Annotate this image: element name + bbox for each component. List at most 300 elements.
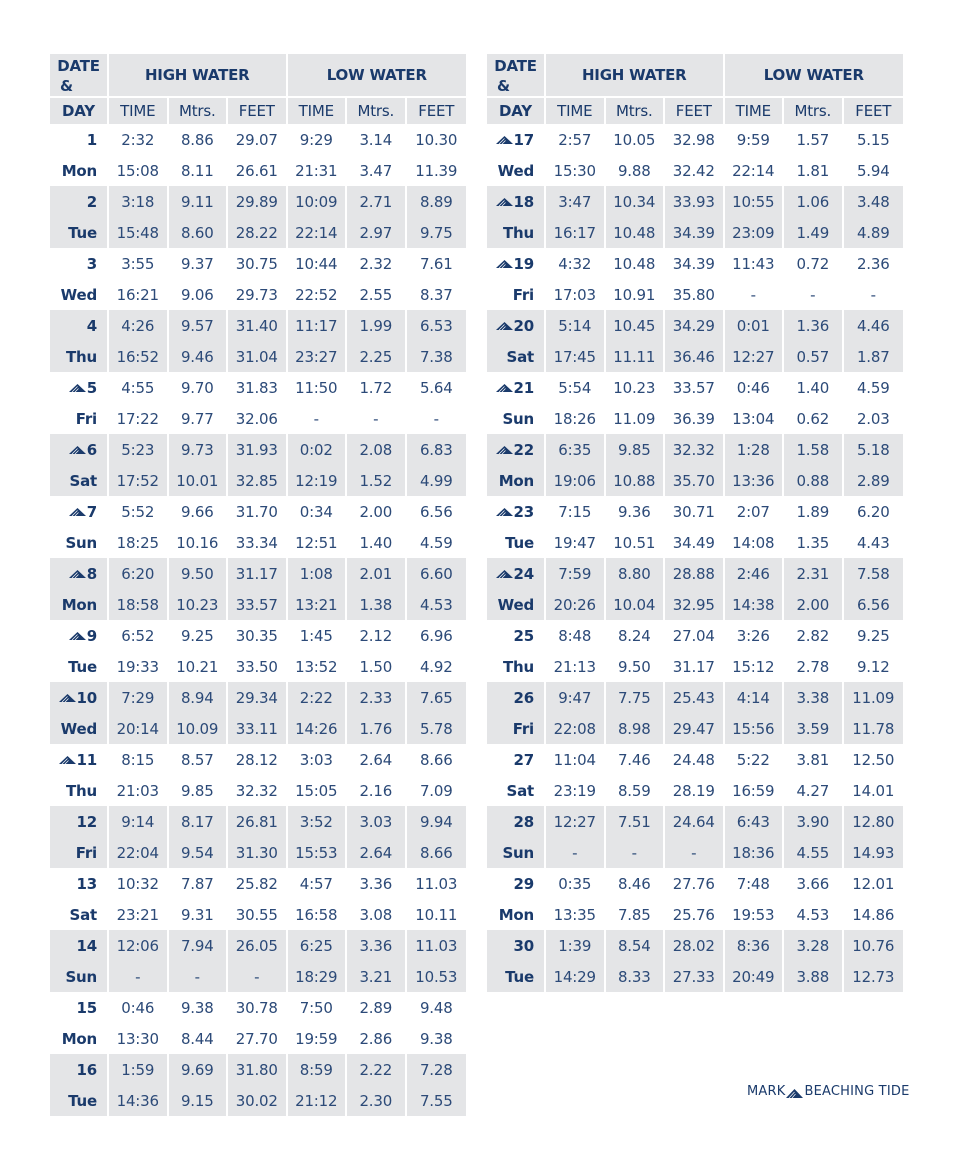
table-body-right — [487, 124, 903, 992]
date-number-cell — [487, 558, 546, 589]
hw-feet-cell: 24.64 — [665, 806, 725, 837]
lw-mtrs-cell: 1.38 — [347, 589, 407, 620]
hw-time-cell: 3:55 — [109, 248, 169, 279]
date-day-header — [487, 54, 546, 96]
lw-feet-cell: 11.78 — [852, 719, 895, 738]
lw-time-cell: 16:59 — [725, 775, 785, 806]
lw-feet-cell: 11.39 — [415, 161, 458, 180]
date-number: 18 — [513, 192, 534, 211]
date-day-header — [50, 54, 109, 96]
lw-feet-cell: 12.73 — [852, 967, 895, 986]
lw-mtrs-cell: 1.52 — [347, 465, 407, 496]
lw-feet-cell: 9.48 — [419, 998, 453, 1017]
hw-feet-cell: 27.70 — [228, 1023, 288, 1054]
table-row-second-tide — [50, 341, 466, 372]
lw-mtrs-cell: 3.08 — [347, 899, 407, 930]
lw-feet-cell: 4.59 — [419, 533, 453, 552]
lw-mtrs-cell: 4.55 — [784, 837, 844, 868]
hw-feet-cell: 30.75 — [228, 248, 288, 279]
lw-mtrs-cell: 1.06 — [784, 186, 844, 217]
hw-time-cell: 8:48 — [546, 620, 606, 651]
date-header-label: DATE — [494, 57, 537, 75]
hw-mtrs-cell: 9.50 — [606, 651, 666, 682]
tide-table-right — [487, 54, 903, 992]
header-row-groups — [50, 54, 466, 96]
lw-time-cell: 23:27 — [288, 341, 348, 372]
date-number-cell — [487, 806, 546, 837]
lw-time-cell: - — [725, 279, 785, 310]
hw-feet-cell: 26.61 — [228, 155, 288, 186]
lw-mtrs-cell: 0.72 — [784, 248, 844, 279]
lw-time-header: TIME — [725, 98, 785, 124]
lw-time-cell: 15:53 — [288, 837, 348, 868]
hw-feet-cell: 28.02 — [665, 930, 725, 961]
lw-mtrs-cell: - — [347, 403, 407, 434]
beaching-tide-marker-icon — [69, 508, 86, 516]
lw-mtrs-cell: 1.89 — [784, 496, 844, 527]
hw-feet-cell: 36.46 — [665, 341, 725, 372]
lw-feet-cell: 9.75 — [419, 223, 453, 242]
lw-time-cell: 15:56 — [725, 713, 785, 744]
table-row-second-tide — [50, 1023, 466, 1054]
date-number: 5 — [86, 378, 97, 397]
lw-time-cell: 3:03 — [288, 744, 348, 775]
beaching-tide-marker-icon — [59, 756, 76, 764]
date-number-cell — [50, 806, 109, 837]
hw-feet-cell: 34.39 — [665, 217, 725, 248]
day-name-cell: Mon — [487, 465, 546, 496]
lw-mtrs-cell: 3.90 — [784, 806, 844, 837]
hw-time-cell: 20:26 — [546, 589, 606, 620]
hw-mtrs-cell: 9.15 — [169, 1085, 229, 1116]
lw-time-cell: 0:34 — [288, 496, 348, 527]
beaching-tide-marker-icon — [59, 694, 76, 702]
table-row-second-tide — [487, 837, 903, 868]
table-row-second-tide — [50, 651, 466, 682]
hw-mtrs-cell: 10.51 — [606, 527, 666, 558]
date-number-cell — [50, 310, 109, 341]
lw-time-cell: 14:08 — [725, 527, 785, 558]
lw-feet-cell: 8.66 — [419, 750, 453, 769]
day-header: DAY — [487, 98, 546, 124]
hw-time-cell: 14:29 — [546, 961, 606, 992]
table-row-second-tide — [487, 403, 903, 434]
hw-feet-cell: 31.70 — [228, 496, 288, 527]
hw-time-cell: 23:19 — [546, 775, 606, 806]
hw-feet-cell: 28.88 — [665, 558, 725, 589]
hw-time-cell: 3:47 — [546, 186, 606, 217]
hw-mtrs-cell: 10.04 — [606, 589, 666, 620]
hw-mtrs-cell: 9.37 — [169, 248, 229, 279]
hw-feet-cell: 31.83 — [228, 372, 288, 403]
date-number-cell — [50, 248, 109, 279]
date-number-cell — [50, 372, 109, 403]
hw-mtrs-cell: 7.51 — [606, 806, 666, 837]
hw-feet-cell: 31.04 — [228, 341, 288, 372]
lw-feet-cell: 2.89 — [856, 471, 890, 490]
table-row-second-tide — [487, 961, 903, 992]
table-row-first-tide — [50, 930, 466, 961]
date-number: 15 — [76, 998, 97, 1017]
hw-mtrs-cell: 9.06 — [169, 279, 229, 310]
hw-feet-cell: 31.80 — [228, 1054, 288, 1085]
lw-mtrs-header: Mtrs. — [347, 98, 407, 124]
table-row-second-tide — [50, 899, 466, 930]
lw-mtrs-cell: 3.14 — [347, 124, 407, 155]
beaching-tide-marker-icon — [496, 508, 513, 516]
lw-time-cell: 8:36 — [725, 930, 785, 961]
table-row-second-tide — [487, 341, 903, 372]
hw-time-cell: 17:45 — [546, 341, 606, 372]
table-row-first-tide — [487, 248, 903, 279]
lw-feet-header: FEET — [418, 102, 455, 120]
lw-mtrs-cell: 2.89 — [347, 992, 407, 1023]
beaching-tide-marker-icon — [496, 260, 513, 268]
date-number: 28 — [513, 812, 534, 831]
hw-time-cell: 7:15 — [546, 496, 606, 527]
beaching-tide-marker-icon — [496, 384, 513, 392]
hw-feet-cell: 29.47 — [665, 713, 725, 744]
hw-mtrs-cell: - — [606, 837, 666, 868]
lw-feet-cell: 10.53 — [415, 967, 458, 986]
date-number-cell — [50, 434, 109, 465]
lw-time-cell: 22:52 — [288, 279, 348, 310]
date-number: 7 — [86, 502, 97, 521]
lw-time-cell: 21:31 — [288, 155, 348, 186]
hw-time-cell: 6:35 — [546, 434, 606, 465]
lw-feet-cell: 11.09 — [852, 688, 895, 707]
hw-time-cell: 4:26 — [109, 310, 169, 341]
date-number-cell — [487, 930, 546, 961]
lw-mtrs-cell: 1.40 — [784, 372, 844, 403]
lw-time-cell: 2:22 — [288, 682, 348, 713]
hw-time-cell: 16:21 — [109, 279, 169, 310]
day-name-cell: Fri — [487, 713, 546, 744]
hw-time-cell: 21:13 — [546, 651, 606, 682]
table-row-first-tide — [50, 372, 466, 403]
table-row-second-tide — [50, 279, 466, 310]
lw-time-cell: - — [288, 403, 348, 434]
lw-mtrs-cell: 2.22 — [347, 1054, 407, 1085]
beaching-tide-marker-icon — [69, 632, 86, 640]
hw-feet-cell: 29.73 — [228, 279, 288, 310]
table-row-second-tide — [487, 217, 903, 248]
hw-mtrs-cell: 8.94 — [169, 682, 229, 713]
hw-time-cell: 15:48 — [109, 217, 169, 248]
date-number: 22 — [513, 440, 534, 459]
lw-time-cell: 15:05 — [288, 775, 348, 806]
lw-mtrs-cell: 2.86 — [347, 1023, 407, 1054]
lw-feet-cell: 14.01 — [852, 781, 895, 800]
hw-time-cell: 5:23 — [109, 434, 169, 465]
hw-time-cell: 15:30 — [546, 155, 606, 186]
hw-feet-cell: 33.57 — [665, 372, 725, 403]
lw-mtrs-cell: 2.00 — [347, 496, 407, 527]
day-name-cell: Wed — [50, 713, 109, 744]
hw-time-cell: 22:04 — [109, 837, 169, 868]
hw-time-cell: 19:06 — [546, 465, 606, 496]
hw-time-cell: 17:52 — [109, 465, 169, 496]
date-number-cell — [487, 868, 546, 899]
lw-mtrs-cell: 2.64 — [347, 744, 407, 775]
lw-time-cell: 10:09 — [288, 186, 348, 217]
hw-feet-cell: 33.93 — [665, 186, 725, 217]
lw-feet-cell: 7.09 — [419, 781, 453, 800]
hw-mtrs-cell: 8.57 — [169, 744, 229, 775]
table-row-first-tide — [487, 496, 903, 527]
lw-mtrs-cell: 3.81 — [784, 744, 844, 775]
hw-time-cell: 7:59 — [546, 558, 606, 589]
hw-feet-cell: 30.02 — [228, 1085, 288, 1116]
hw-mtrs-cell: 9.77 — [169, 403, 229, 434]
lw-time-cell: 10:55 — [725, 186, 785, 217]
hw-time-cell: 20:14 — [109, 713, 169, 744]
lw-feet-cell: - — [433, 409, 439, 428]
table-row-first-tide — [50, 558, 466, 589]
beaching-tide-marker-icon — [496, 322, 513, 330]
day-name-cell: Mon — [50, 589, 109, 620]
tide-table-left — [50, 54, 466, 1116]
table-row-first-tide — [487, 558, 903, 589]
lw-mtrs-cell: 0.57 — [784, 341, 844, 372]
hw-mtrs-cell: 9.25 — [169, 620, 229, 651]
lw-time-cell: 0:46 — [725, 372, 785, 403]
hw-mtrs-cell: 7.75 — [606, 682, 666, 713]
hw-mtrs-cell: 9.54 — [169, 837, 229, 868]
hw-time-cell: 18:25 — [109, 527, 169, 558]
lw-feet-cell: 6.20 — [856, 502, 890, 521]
hw-mtrs-cell: 8.59 — [606, 775, 666, 806]
lw-time-cell: 23:09 — [725, 217, 785, 248]
lw-mtrs-cell: 3.28 — [784, 930, 844, 961]
lw-feet-cell: 3.48 — [856, 192, 890, 211]
lw-time-cell: 22:14 — [725, 155, 785, 186]
lw-time-cell: 12:51 — [288, 527, 348, 558]
lw-time-cell: 10:44 — [288, 248, 348, 279]
lw-mtrs-cell: 4.53 — [784, 899, 844, 930]
hw-feet-cell: 25.82 — [228, 868, 288, 899]
table-row-first-tide — [50, 124, 466, 155]
hw-mtrs-cell: 7.85 — [606, 899, 666, 930]
beaching-tide-marker-icon — [496, 198, 513, 206]
lw-mtrs-cell: 1.50 — [347, 651, 407, 682]
date-number: 4 — [86, 316, 97, 335]
day-name-cell: Tue — [50, 651, 109, 682]
table-row-first-tide — [487, 868, 903, 899]
lw-mtrs-cell: 1.35 — [784, 527, 844, 558]
hw-mtrs-cell: 11.09 — [606, 403, 666, 434]
hw-mtrs-cell: 9.70 — [169, 372, 229, 403]
hw-time-cell: 7:29 — [109, 682, 169, 713]
day-name-cell: Fri — [50, 403, 109, 434]
table-row-first-tide — [50, 868, 466, 899]
lw-feet-cell: 4.53 — [419, 595, 453, 614]
header-row-columns — [50, 96, 466, 124]
date-number: 20 — [513, 316, 534, 335]
date-number: 11 — [76, 750, 97, 769]
date-number-cell — [50, 620, 109, 651]
date-number: 12 — [76, 812, 97, 831]
lw-feet-cell: 6.53 — [419, 316, 453, 335]
date-number-cell — [487, 248, 546, 279]
table-row-first-tide — [50, 682, 466, 713]
lw-feet-cell: 12.50 — [852, 750, 895, 769]
table-row-second-tide — [50, 775, 466, 806]
hw-mtrs-cell: 7.46 — [606, 744, 666, 775]
table-row-second-tide — [50, 837, 466, 868]
table-row-first-tide — [50, 806, 466, 837]
date-number: 8 — [86, 564, 97, 583]
table-row-second-tide — [50, 1085, 466, 1116]
lw-feet-cell: 10.11 — [415, 905, 458, 924]
hw-feet-cell: 32.85 — [228, 465, 288, 496]
hw-mtrs-cell: 8.86 — [169, 124, 229, 155]
hw-time-header: TIME — [109, 98, 169, 124]
date-number-cell — [50, 186, 109, 217]
hw-time-cell: 1:59 — [109, 1054, 169, 1085]
hw-feet-cell: 32.42 — [665, 155, 725, 186]
beaching-tide-marker-icon — [496, 570, 513, 578]
high-water-header: HIGH WATER — [546, 54, 725, 96]
hw-time-cell: 2:32 — [109, 124, 169, 155]
date-number: 17 — [513, 130, 534, 149]
hw-feet-cell: 33.50 — [228, 651, 288, 682]
lw-time-cell: 15:12 — [725, 651, 785, 682]
hw-mtrs-cell: 8.11 — [169, 155, 229, 186]
lw-time-cell: 2:46 — [725, 558, 785, 589]
lw-time-cell: 18:36 — [725, 837, 785, 868]
lw-time-cell: 7:50 — [288, 992, 348, 1023]
hw-mtrs-cell: 9.69 — [169, 1054, 229, 1085]
lw-mtrs-cell: 2.82 — [784, 620, 844, 651]
hw-mtrs-cell: 9.11 — [169, 186, 229, 217]
date-number: 2 — [86, 192, 97, 211]
legend-mark-label: MARK — [747, 1084, 786, 1099]
lw-feet-cell: 6.83 — [419, 440, 453, 459]
hw-time-cell: 5:54 — [546, 372, 606, 403]
lw-mtrs-cell: 3.66 — [784, 868, 844, 899]
hw-feet-cell: 30.78 — [228, 992, 288, 1023]
amp-header-label: & — [60, 77, 73, 95]
lw-feet-cell: 7.55 — [419, 1091, 453, 1110]
hw-time-cell: 6:52 — [109, 620, 169, 651]
date-number: 1 — [86, 130, 97, 149]
date-number-cell — [487, 372, 546, 403]
lw-time-cell: 6:43 — [725, 806, 785, 837]
hw-feet-cell: 26.81 — [228, 806, 288, 837]
day-name-cell: Sun — [50, 527, 109, 558]
table-row-first-tide — [487, 124, 903, 155]
date-number: 27 — [513, 750, 534, 769]
hw-feet-cell: 30.35 — [228, 620, 288, 651]
lw-feet-cell: 5.15 — [856, 130, 890, 149]
date-number-cell — [50, 868, 109, 899]
lw-mtrs-cell: 1.58 — [784, 434, 844, 465]
lw-time-cell: 6:25 — [288, 930, 348, 961]
lw-time-cell: 1:45 — [288, 620, 348, 651]
lw-time-cell: 5:22 — [725, 744, 785, 775]
lw-mtrs-cell: 2.71 — [347, 186, 407, 217]
table-row-second-tide — [50, 527, 466, 558]
table-row-second-tide — [487, 155, 903, 186]
hw-time-cell: 8:15 — [109, 744, 169, 775]
day-name-cell: Fri — [487, 279, 546, 310]
lw-time-cell: 11:50 — [288, 372, 348, 403]
table-row-first-tide — [487, 186, 903, 217]
lw-feet-cell: 10.30 — [415, 130, 458, 149]
table-row-first-tide — [487, 806, 903, 837]
hw-mtrs-cell: - — [169, 961, 229, 992]
hw-feet-cell: 33.11 — [228, 713, 288, 744]
day-name-cell: Sun — [50, 961, 109, 992]
lw-time-cell: 14:26 — [288, 713, 348, 744]
lw-mtrs-cell: 1.40 — [347, 527, 407, 558]
hw-time-cell: 1:39 — [546, 930, 606, 961]
hw-mtrs-cell: 10.21 — [169, 651, 229, 682]
lw-mtrs-cell: 3.59 — [784, 713, 844, 744]
lw-feet-cell: 2.36 — [856, 254, 890, 273]
hw-time-cell: 13:35 — [546, 899, 606, 930]
low-water-header: LOW WATER — [763, 66, 864, 84]
lw-mtrs-cell: 2.32 — [347, 248, 407, 279]
hw-time-cell: 19:33 — [109, 651, 169, 682]
lw-feet-cell: 4.89 — [856, 223, 890, 242]
table-row-second-tide — [50, 961, 466, 992]
lw-time-cell: 19:53 — [725, 899, 785, 930]
date-number-cell — [487, 434, 546, 465]
header-row-columns — [487, 96, 903, 124]
lw-feet-cell: 7.38 — [419, 347, 453, 366]
hw-time-cell: 21:03 — [109, 775, 169, 806]
table-row-first-tide — [487, 372, 903, 403]
hw-feet-cell: 28.22 — [228, 217, 288, 248]
beaching-tide-marker-icon — [69, 446, 86, 454]
lw-time-cell: 20:49 — [725, 961, 785, 992]
table-row-first-tide — [50, 434, 466, 465]
day-name-cell: Tue — [50, 1085, 109, 1116]
lw-time-cell: 7:48 — [725, 868, 785, 899]
table-row-second-tide — [487, 279, 903, 310]
hw-time-cell: - — [109, 961, 169, 992]
lw-feet-cell: 12.80 — [852, 812, 895, 831]
high-water-header: HIGH WATER — [109, 54, 288, 96]
table-row-first-tide — [487, 434, 903, 465]
hw-feet-cell: 36.39 — [665, 403, 725, 434]
hw-mtrs-cell: 9.73 — [169, 434, 229, 465]
lw-mtrs-cell: 3.03 — [347, 806, 407, 837]
hw-time-cell: 9:14 — [109, 806, 169, 837]
day-header: DAY — [50, 98, 109, 124]
hw-time-cell: 4:55 — [109, 372, 169, 403]
hw-feet-cell: 31.17 — [665, 651, 725, 682]
day-name-cell: Sat — [50, 465, 109, 496]
hw-time-cell: 16:17 — [546, 217, 606, 248]
hw-mtrs-cell: 10.88 — [606, 465, 666, 496]
hw-mtrs-cell: 9.66 — [169, 496, 229, 527]
hw-time-header: TIME — [546, 98, 606, 124]
day-name-cell: Thu — [50, 775, 109, 806]
hw-feet-cell: 31.40 — [228, 310, 288, 341]
lw-mtrs-cell: 2.16 — [347, 775, 407, 806]
table-row-first-tide — [50, 744, 466, 775]
lw-mtrs-cell: 3.36 — [347, 868, 407, 899]
lw-mtrs-cell: 2.78 — [784, 651, 844, 682]
hw-time-cell: 0:46 — [109, 992, 169, 1023]
amp-header-label: & — [497, 77, 510, 95]
lw-feet-cell: 2.03 — [856, 409, 890, 428]
hw-feet-cell: 32.98 — [665, 124, 725, 155]
lw-mtrs-cell: 2.55 — [347, 279, 407, 310]
